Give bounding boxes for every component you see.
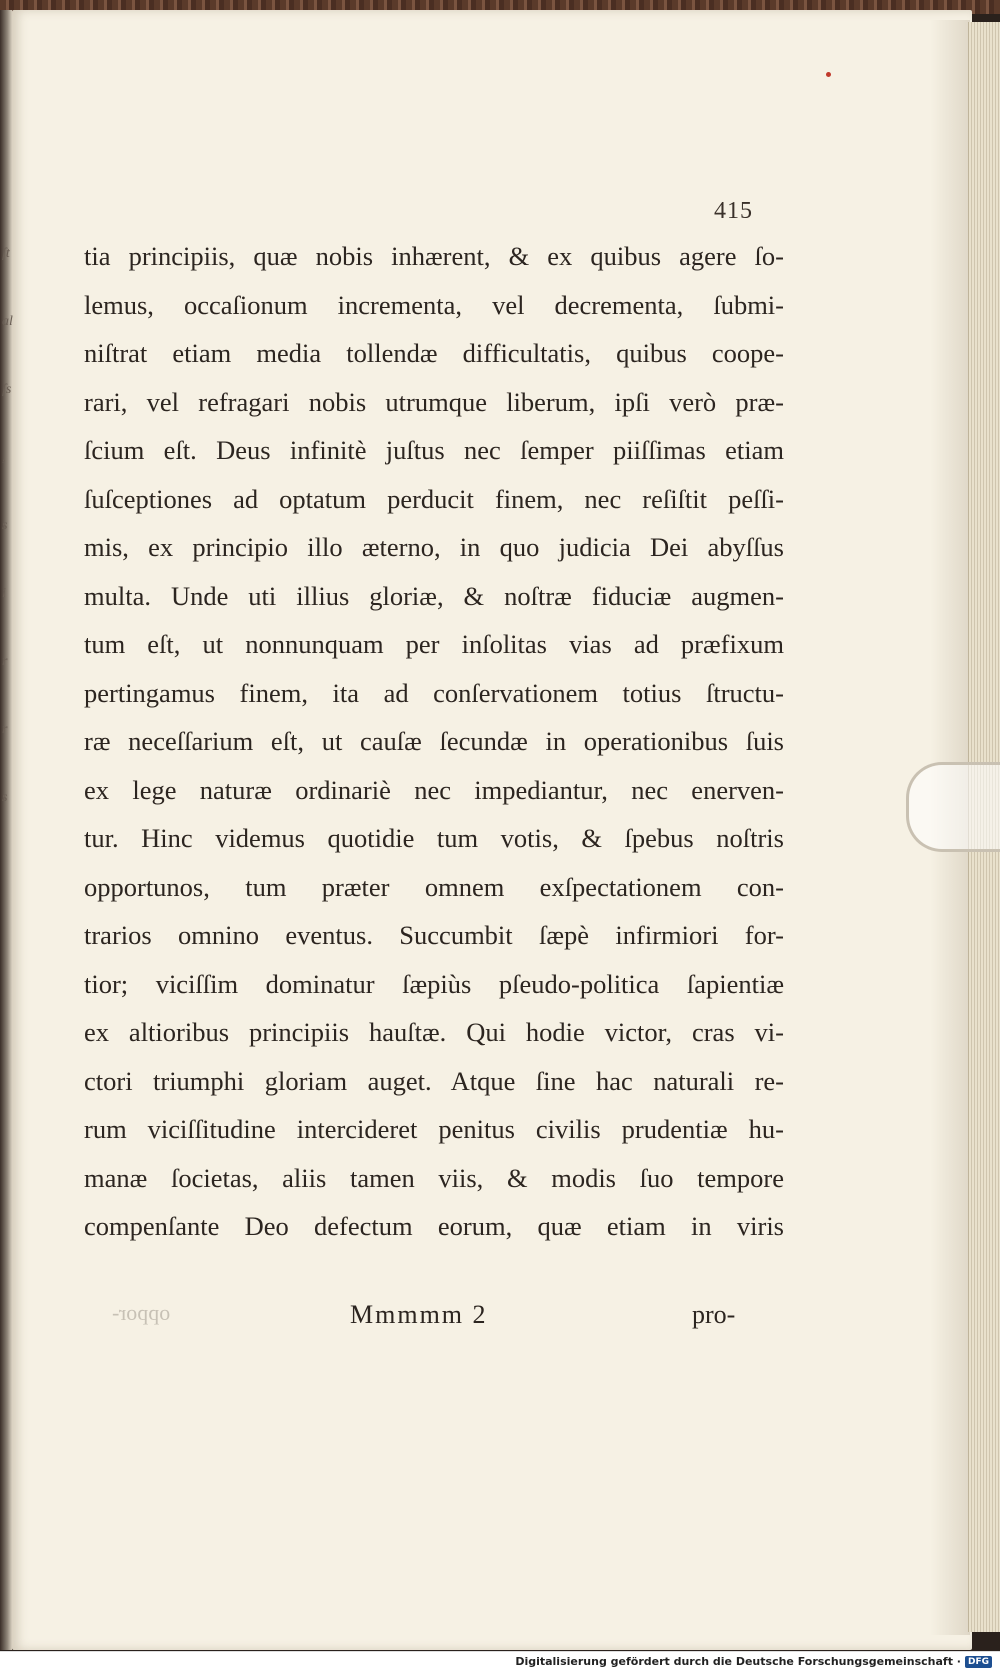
text-line: multa. Unde uti illius gloriæ, & noſtræ fiduciæ augmen-: [84, 580, 784, 611]
text-line: tur. Hinc videmus quotidie tum votis, & ſpebus noſtris: [84, 823, 784, 853]
catchword: pro-: [692, 1300, 736, 1329]
text-line: rari, vel refragari nobis utrumque liberum, ipſi verò præ-: [84, 386, 784, 417]
text-line: tum eſt, ut nonnunquam per inſolitas vias ad præfixum: [84, 629, 784, 659]
text-line: ex altioribus principiis hauſtæ. Qui hodie victor, cras vi-: [84, 1017, 784, 1047]
facing-page-bleed-marks: ſt al ſs , s i r r s: [2, 246, 13, 805]
show-through-text: oppor-: [112, 1300, 171, 1325]
footer-bar: [0, 1651, 1000, 1674]
footer-credit: [515, 1655, 992, 1668]
text-line: tia principiis, quæ nobis inhærent, & ex quibus agere ſo-: [84, 241, 784, 271]
red-ink-mark: [826, 72, 831, 77]
text-line: niſtrat etiam media tollendæ difficultatis, quibus coope-: [84, 338, 784, 368]
text-line: ctori triumphi gloriam auget. Atque ſine hac naturali re-: [84, 1065, 784, 1096]
body-text: [84, 232, 784, 1251]
bookmark-clip: [906, 762, 1000, 852]
text-line: trarios omnino eventus. Succumbit ſæpè infirmiori for-: [84, 920, 784, 950]
text-line: tior; viciſſim dominatur ſæpiùs pſeudo-politica ſapientiæ: [84, 968, 784, 999]
text-line: pertingamus finem, ita ad conſervationem totius ſtructu-: [84, 677, 784, 708]
text-line: rum viciſſitudine intercideret penitus civilis prudentiæ hu-: [84, 1114, 784, 1144]
text-line: ſuſceptiones ad optatum perducit finem, nec reſiſtit peſſi-: [84, 483, 784, 514]
signature-mark: Mmmmm 2: [350, 1300, 488, 1329]
text-line: compenſante Deo defectum eorum, quæ etiam in viris: [84, 1211, 784, 1241]
text-line: mis, ex principio illo æterno, in quo judicia Dei abyſſus: [84, 532, 784, 562]
text-line: ſcium eſt. Deus infinitè juſtus nec ſemper piiſſimas etiam: [84, 435, 784, 465]
page-number: 415: [714, 198, 753, 224]
text-line: opportunos, tum præter omnem exſpectationem con-: [84, 871, 784, 902]
dfg-logo: DFG: [965, 1656, 992, 1668]
footer-credit-text: Digitalisierung gefördert durch die Deutsche Forschungsgemeinschaft ·: [515, 1655, 961, 1668]
text-line: ex lege naturæ ordinariè nec impediantur, nec enerven-: [84, 774, 784, 805]
text-line: ræ neceſſarium eſt, ut cauſæ ſecundæ in operationibus ſuis: [84, 726, 784, 756]
text-line: manæ ſocietas, aliis tamen viis, & modis ſuo tempore: [84, 1162, 784, 1193]
text-line: lemus, occaſionum incrementa, vel decrementa, ſubmi-: [84, 289, 784, 320]
